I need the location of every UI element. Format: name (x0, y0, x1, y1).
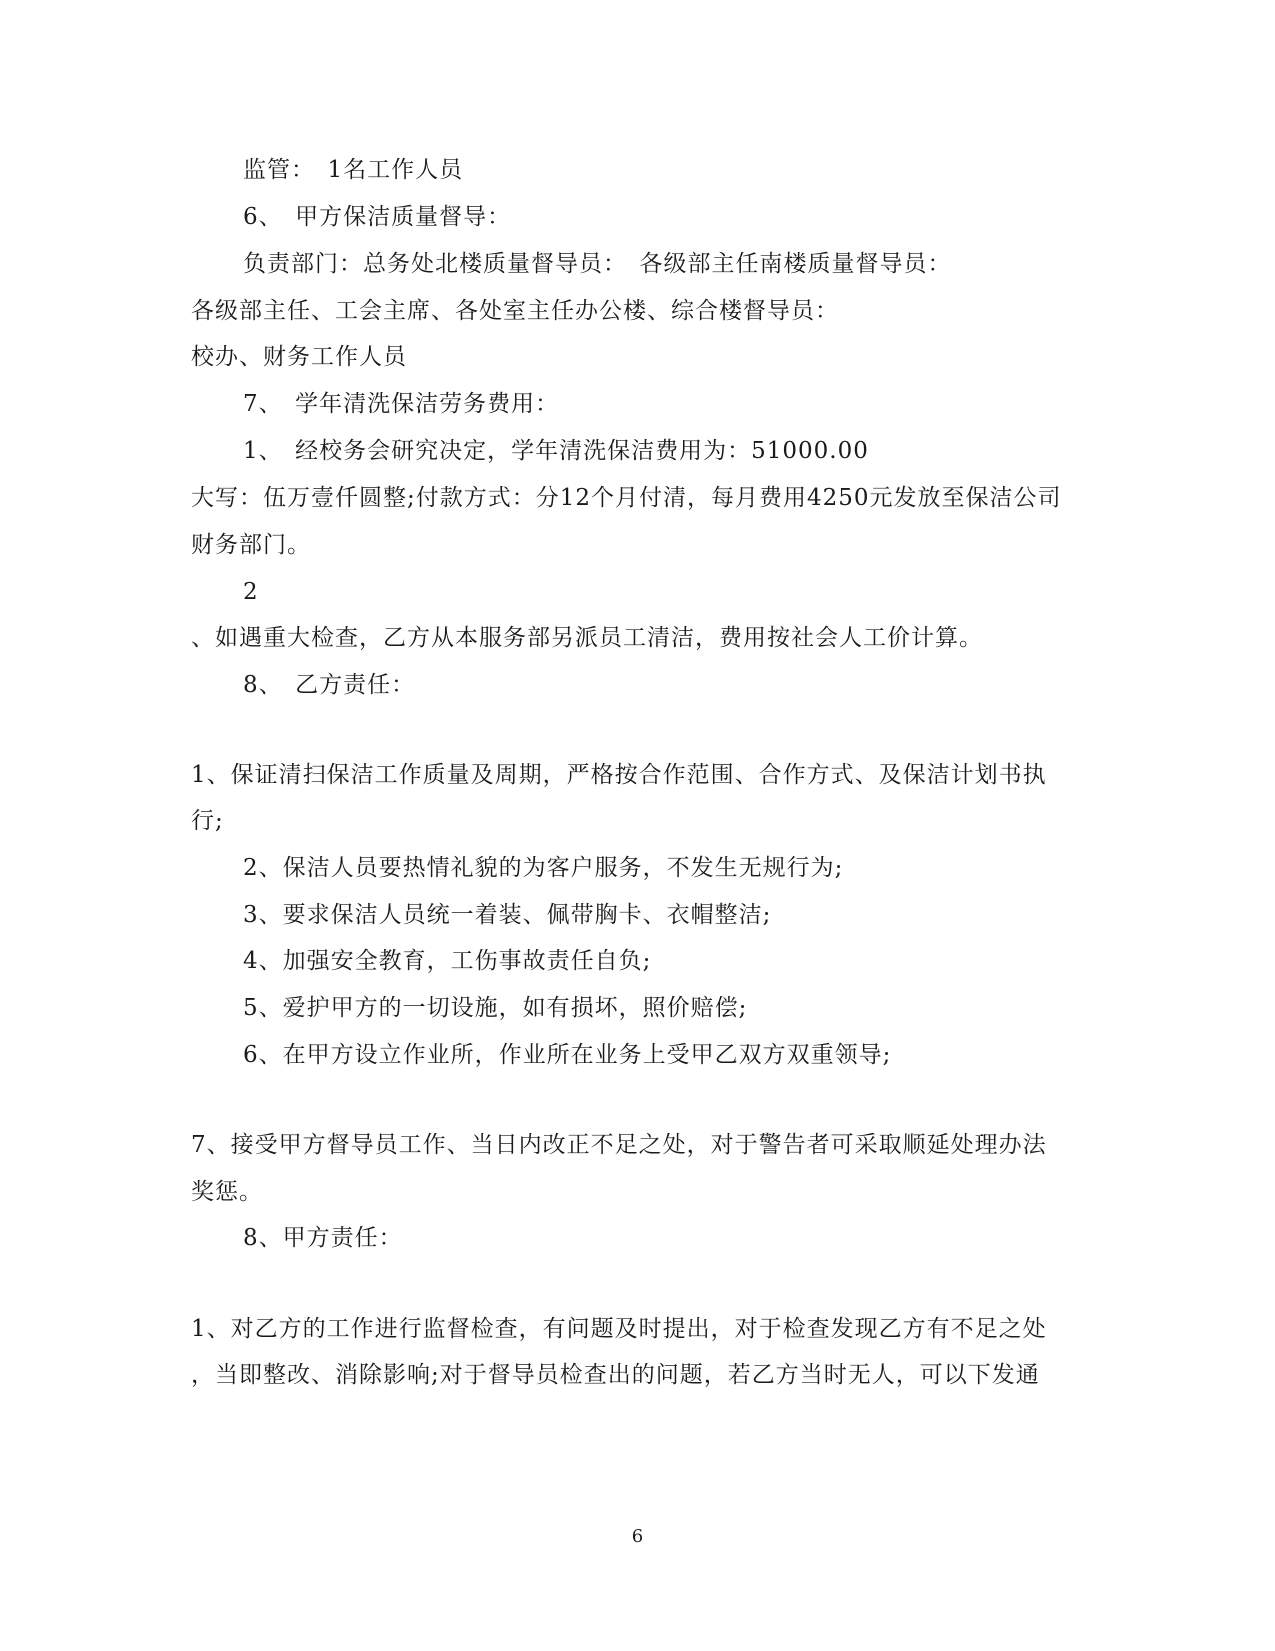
line-fee-decision: 1、 经校务会研究决定，学年清洗保洁费用为：51000.00 (243, 438, 869, 464)
line-party-b-item-6: 6、在甲方设立作业所，作业所在业务上受甲乙双方双重领导; (243, 1042, 892, 1068)
line-party-b-item-4: 4、加强安全教育，工伤事故责任自负; (243, 948, 652, 974)
line-office-supervisors: 各级部主任、工会主席、各处室主任办公楼、综合楼督导员： (191, 298, 839, 324)
line-party-b-item-3: 3、要求保洁人员统一着装、佩带胸卡、衣帽整洁; (243, 902, 772, 928)
line-party-a-item-1-cont: ，当即整改、消除影响;对于督导员检查出的问题，若乙方当时无人，可以下发通 (191, 1362, 1040, 1388)
page-number: 6 (631, 1526, 644, 1547)
line-party-b-item-7: 7、接受甲方督导员工作、当日内改正不足之处，对于警告者可采取顺延处理办法 (191, 1132, 1047, 1158)
line-finance-staff: 校办、财务工作人员 (191, 344, 407, 370)
line-item-2-number: 2 (243, 579, 259, 605)
line-party-b-item-7-cont: 奖惩。 (191, 1179, 263, 1205)
line-supervision-staff: 监管： 1名工作人员 (243, 157, 464, 183)
line-party-a-heading: 8、甲方责任： (243, 1225, 403, 1251)
line-finance-department: 财务部门。 (191, 532, 311, 558)
line-fee-payment: 大写：伍万壹仟圆整;付款方式：分12个月付清，每月费用4250元发放至保洁公司 (191, 485, 1062, 511)
line-section-7-heading: 7、 学年清洗保洁劳务费用： (243, 391, 560, 417)
line-party-a-item-1: 1、对乙方的工作进行监督检查，有问题及时提出，对于检查发现乙方有不足之处 (191, 1316, 1047, 1342)
line-section-6-heading: 6、 甲方保洁质量督导： (243, 204, 512, 230)
line-responsible-department: 负责部门：总务处北楼质量督导员： 各级部主任南楼质量督导员： (243, 251, 952, 277)
line-party-b-heading: 8、 乙方责任： (243, 672, 416, 698)
line-party-b-item-1: 1、保证清扫保洁工作质量及周期，严格按合作范围、合作方式、及保洁计划书执 (191, 762, 1047, 788)
line-party-b-item-1-cont: 行; (191, 808, 224, 834)
line-party-b-item-2: 2、保洁人员要热情礼貌的为客户服务，不发生无规行为; (243, 855, 844, 881)
line-major-inspection: 、如遇重大检查，乙方从本服务部另派员工清洁，费用按社会人工价计算。 (191, 625, 983, 651)
line-party-b-item-5: 5、爱护甲方的一切设施，如有损坏，照价赔偿; (243, 995, 748, 1021)
